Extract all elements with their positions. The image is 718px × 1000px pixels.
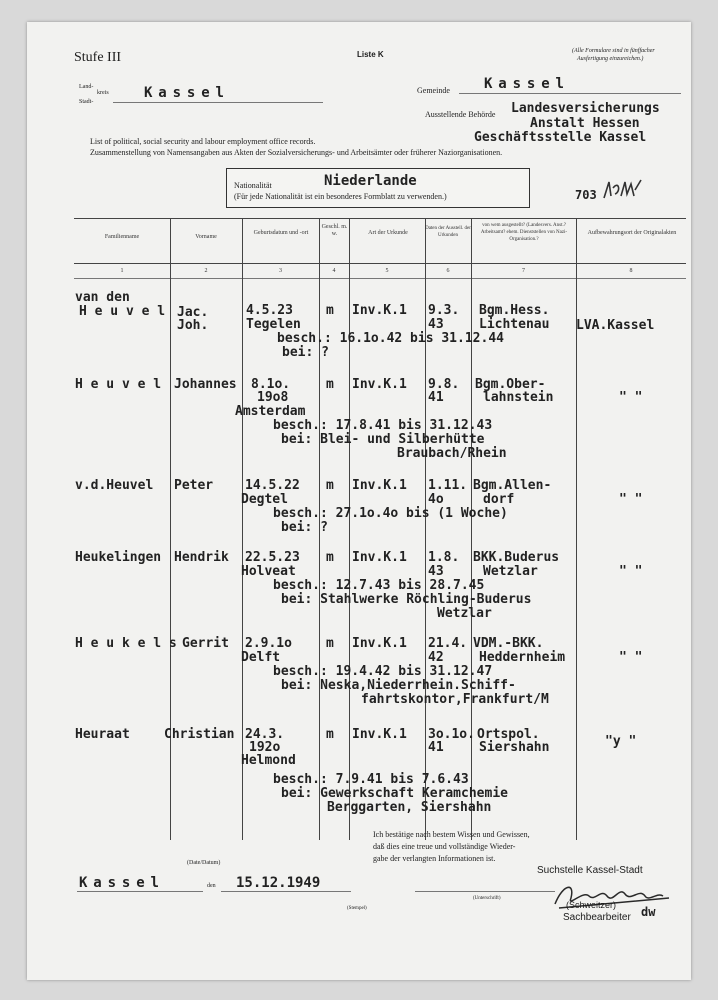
- row2-datum-1: 9.8.: [428, 377, 460, 392]
- row5-datum-2: 42: [428, 650, 444, 665]
- row6-geschl: m: [326, 727, 334, 742]
- row3-aussteller-1: Bgm.Allen-: [473, 478, 552, 493]
- row4-extra-3: Wetzlar: [437, 606, 492, 621]
- row1-vorname-2: Joh.: [177, 318, 209, 333]
- row1-aussteller-2: Lichtenau: [479, 317, 550, 332]
- col-divider-1: [170, 218, 171, 840]
- landkreis-label-kreis: kreis: [97, 90, 109, 96]
- gemeinde-underline: [459, 93, 681, 94]
- row6-geburt-1: 24.3.: [245, 727, 285, 742]
- document-page: [27, 22, 691, 980]
- row6-geburt-2: 192o: [249, 740, 281, 755]
- col-num-7: 7: [522, 268, 525, 274]
- table-header-rule: [74, 263, 686, 264]
- row6-datum-2: 41: [428, 740, 444, 755]
- unterschrift-label: (Unterschrift): [473, 896, 501, 901]
- col-header-geburt: Geburtsdatum und -ort: [253, 230, 309, 236]
- col-num-6: 6: [446, 268, 450, 274]
- row2-urkunde: Inv.K.1: [352, 377, 407, 392]
- row2-extra-2: bei: Blei- und Silberhütte: [281, 432, 485, 447]
- row6-datum-1: 3o.1o.: [428, 727, 475, 742]
- col-header-urkunde: Art der Urkunde: [368, 230, 408, 236]
- row1-familienname-1: van den: [75, 290, 130, 305]
- row6-extra-2: bei: Gewerkschaft Keramchemie: [281, 786, 508, 801]
- row1-aufbewahrung: LVA.Kassel: [576, 318, 655, 333]
- row6-familienname: Heuraat: [75, 727, 130, 742]
- footer-date: 15.12.1949: [236, 875, 321, 891]
- row5-aufbewahrung: " ": [619, 650, 643, 665]
- row4-datum-2: 43: [428, 564, 444, 579]
- row6-extra-3: Berggarten, Siershahn: [327, 800, 492, 815]
- row2-aussteller-2: lahnstein: [483, 390, 554, 405]
- form-note-1: (Alle Formulare sind in fünffacher: [572, 48, 655, 54]
- col-num-3: 3: [279, 268, 282, 274]
- row4-aussteller-1: BKK.Buderus: [473, 550, 560, 565]
- page-number-scribble: [601, 176, 649, 204]
- row1-urkunde: Inv.K.1: [352, 303, 407, 318]
- row5-aussteller-2: Heddernheim: [479, 650, 566, 665]
- col-header-datum: Daten der Ausstell. der Urkunden: [425, 226, 471, 238]
- row5-geburt-1: 2.9.1o: [245, 636, 292, 651]
- row3-urkunde: Inv.K.1: [352, 478, 407, 493]
- landkreis-label-land: Land-: [79, 84, 94, 90]
- confirm-line-2: daß dies eine treue und vollständige Wieder-: [373, 842, 516, 851]
- row3-extra-2: bei: ?: [281, 520, 328, 535]
- row3-extra-1: besch.: 27.1o.4o bis (1 Woche): [273, 506, 508, 521]
- nationality-value: Niederlande: [324, 173, 417, 189]
- row1-geburt-1: 4.5.23: [246, 303, 293, 318]
- row2-familienname: H e u v e l: [75, 377, 162, 392]
- row1-datum-1: 9.3.: [428, 303, 460, 318]
- confirm-line-3: gabe der verlangten Informationen ist.: [373, 854, 496, 863]
- row5-extra-1: besch.: 19.4.42 bis 31.12.47: [273, 664, 493, 679]
- nationality-note: (Für jede Nationalität ist ein besonderes Formblatt zu verwenden.): [234, 192, 447, 201]
- signature-underline: [415, 891, 555, 892]
- stufe-label: Stufe III: [74, 50, 122, 65]
- row1-extra-2: bei: ?: [282, 345, 329, 360]
- date-label: (Date/Datum): [187, 860, 221, 866]
- stempel-label: (Stempel): [347, 906, 367, 911]
- col-num-2: 2: [204, 268, 208, 274]
- row4-aussteller-2: Wetzlar: [483, 564, 538, 579]
- sachbearbeiter-label: Sachbearbeiter: [563, 912, 631, 923]
- row6-aussteller-1: Ortspol.: [477, 727, 540, 742]
- row1-aussteller-1: Bgm.Hess.: [479, 303, 550, 318]
- col-divider-6: [471, 218, 472, 840]
- col-divider-4: [349, 218, 350, 840]
- suchstelle-label: Suchstelle Kassel-Stadt: [537, 865, 643, 876]
- col-divider-7: [576, 218, 577, 840]
- confirm-line-1: Ich bestätige nach bestem Wissen und Gewissen,: [373, 830, 530, 839]
- row4-datum-1: 1.8.: [428, 550, 460, 565]
- col-num-5: 5: [385, 268, 389, 274]
- row3-familienname: v.d.Heuvel: [75, 478, 154, 493]
- row1-geschl: m: [326, 303, 334, 318]
- row2-aufbewahrung: " ": [619, 390, 643, 405]
- col-header-aussteller: von wem ausgestellt? (Landesvers. Anst.? Arbeitsamt? ehem. Dienststellen von Nazi-Organisation.?: [480, 223, 568, 242]
- row4-geburt-2: Holveat: [241, 564, 296, 579]
- row3-datum-1: 1.11.: [428, 478, 468, 493]
- row4-extra-1: besch.: 12.7.43 bis 28.7.45: [273, 578, 485, 593]
- gemeinde-label: Gemeinde: [417, 86, 450, 95]
- row5-aussteller-1: VDM.-BKK.: [473, 636, 544, 651]
- row1-geburt-2: Tegelen: [246, 317, 301, 332]
- footer-place: Kassel: [79, 875, 165, 891]
- row1-vorname-1: Jac.: [177, 305, 209, 320]
- place-underline: [77, 891, 203, 892]
- row6-vorname: Christian: [164, 727, 235, 742]
- row2-geburt-3: Amsterdam: [235, 404, 306, 419]
- list-title-en: List of political, social security and labour employment office records.: [90, 137, 316, 146]
- page-number: 703: [575, 188, 597, 202]
- table-top-rule: [74, 218, 686, 219]
- row3-aussteller-2: dorf: [483, 492, 515, 507]
- gemeinde-value: Kassel: [484, 76, 570, 92]
- row4-familienname: Heukelingen: [75, 550, 162, 565]
- row2-geschl: m: [326, 377, 334, 392]
- row6-aufbewahrung: "y ": [605, 734, 637, 749]
- row5-geschl: m: [326, 636, 334, 651]
- row3-geburt-2: Degtel: [241, 492, 288, 507]
- behoerde-line-3: Geschäftsstelle Kassel: [474, 130, 647, 145]
- landkreis-value: Kassel: [144, 85, 230, 101]
- col-divider-2: [242, 218, 243, 840]
- behoerde-line-2: Anstalt Hessen: [530, 116, 640, 131]
- row4-extra-2: bei: Stahlwerke Röchling-Buderus: [281, 592, 532, 607]
- row6-geburt-3: Helmond: [241, 753, 296, 768]
- row2-aussteller-1: Bgm.Ober-: [475, 377, 546, 392]
- row1-extra-1: besch.: 16.1o.42 bis 31.12.44: [277, 331, 504, 346]
- col-header-aufbewahrung: Aufbewahrungsort der Originalakten: [587, 230, 677, 236]
- row3-geburt-1: 14.5.22: [245, 478, 300, 493]
- row5-vorname: Gerrit: [182, 636, 229, 651]
- row4-geschl: m: [326, 550, 334, 565]
- col-header-familienname: Familienname: [104, 234, 140, 240]
- table-number-rule: [74, 278, 686, 279]
- row1-familienname-2: H e u v e l: [79, 304, 166, 319]
- list-title-de: Zusammenstellung von Namensangaben aus Akten der Sozialversicherungs- und Arbeitsämter oder früherer Naziorganisationen.: [90, 148, 503, 157]
- row5-geburt-2: Delft: [241, 650, 281, 665]
- form-note-2: Ausfertigung einzureichen.): [577, 56, 644, 62]
- row2-geburt-1: 8.1o.: [251, 377, 291, 392]
- row4-geburt-1: 22.5.23: [245, 550, 300, 565]
- row2-geburt-2: 19o8: [257, 390, 289, 405]
- col-header-vorname: Vorname: [195, 234, 217, 240]
- row5-urkunde: Inv.K.1: [352, 636, 407, 651]
- col-divider-5: [425, 218, 426, 840]
- behoerde-line-1: Landesversicherungs: [511, 101, 660, 116]
- row5-datum-1: 21.4.: [428, 636, 468, 651]
- row2-vorname: Johannes: [174, 377, 237, 392]
- row5-familienname: H e u k e l s: [75, 636, 177, 651]
- row6-aussteller-2: Siershahn: [479, 740, 550, 755]
- row4-urkunde: Inv.K.1: [352, 550, 407, 565]
- nationality-label: Nationalität: [234, 181, 272, 190]
- signer-name: (Schweitzer): [566, 900, 617, 910]
- row2-datum-2: 41: [428, 390, 444, 405]
- row6-extra-1: besch.: 7.9.41 bis 7.6.43: [273, 772, 469, 787]
- date-underline: [221, 891, 351, 892]
- footer-den: den: [207, 883, 216, 889]
- row5-extra-3: fahrtskontor,Frankfurt/M: [361, 692, 549, 707]
- initials: dw: [641, 905, 656, 919]
- row3-datum-2: 4o: [428, 492, 444, 507]
- behoerde-label: Ausstellende Behörde: [425, 110, 496, 119]
- col-header-geschl: Geschl. m. w.: [321, 224, 348, 237]
- row2-extra-1: besch.: 17.8.41 bis 31.12.43: [273, 418, 493, 433]
- row3-aufbewahrung: " ": [619, 492, 643, 507]
- col-num-8: 8: [629, 268, 633, 274]
- row4-aufbewahrung: " ": [619, 564, 643, 579]
- row4-vorname: Hendrik: [174, 550, 229, 565]
- row3-vorname: Peter: [174, 478, 214, 493]
- row6-urkunde: Inv.K.1: [352, 727, 407, 742]
- landkreis-underline: [113, 102, 323, 103]
- landkreis-label-stadt: Stadt-: [79, 99, 94, 105]
- row5-extra-2: bei: Neska,Niederrhein.Schiff-: [281, 678, 516, 693]
- col-num-1: 1: [120, 268, 124, 274]
- row1-datum-2: 43: [428, 317, 444, 332]
- liste-label: Liste K: [357, 50, 384, 59]
- row3-geschl: m: [326, 478, 334, 493]
- col-num-4: 4: [332, 268, 336, 274]
- row2-extra-3: Braubach/Rhein: [397, 446, 507, 461]
